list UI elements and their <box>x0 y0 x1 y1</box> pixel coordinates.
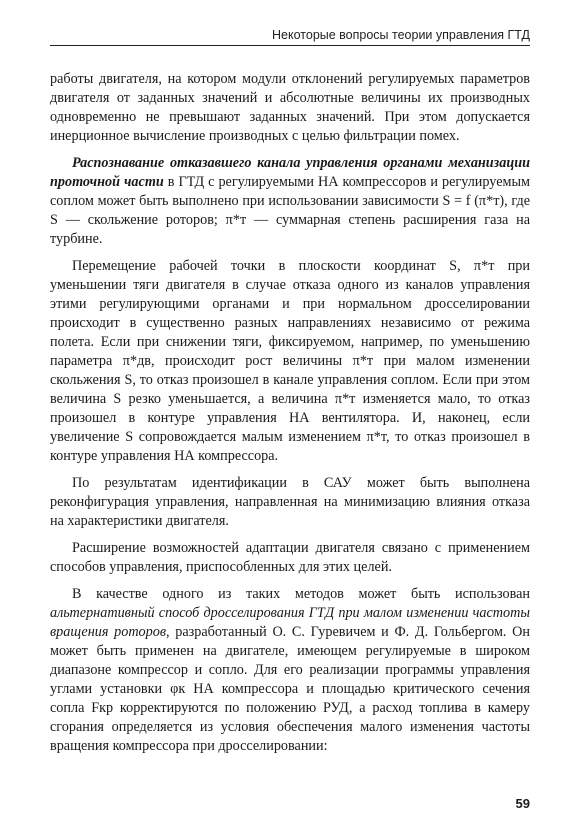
paragraph-2-text: в ГТД с регулируемыми НА компрессоров и регулируемым соплом может быть выполнено при использовании зависимости S = f (π*т), где S — скольжение роторов; π*т — суммарная степень расширения газа на турбине. <box>50 174 530 247</box>
paragraph-1: работы двигателя, на котором модули отклонений регулируемых параметров двигателя от заданных значений и абсолютные величины их производных одновременно не превышают заданных значений. При этом допускается инерционное вычисление производных с целью фильтрации помех. <box>50 71 530 144</box>
running-header <box>50 28 530 46</box>
paragraph-5: Расширение возможностей адаптации двигателя связано с применением способов управления, приспособленных для этих целей. <box>50 540 530 575</box>
paragraph-6-start: В качестве одного из таких методов может быть использован <box>72 586 530 602</box>
paragraph-4: По результатам идентификации в САУ может быть выполнена реконфигурация управления, направленная на минимизацию влияния отказа на характеристики двигателя. <box>50 475 530 529</box>
method-name: альтернативный способ дросселирования ГТД при малом изменении частоты вращения роторов <box>50 605 530 640</box>
section-heading: Распознавание отказавшего канала управления органами механизации проточной части <box>50 155 530 190</box>
page-body <box>50 70 530 764</box>
paragraph-6 <box>50 585 530 756</box>
paragraph-2 <box>50 154 530 249</box>
paragraph-6-rest: , разработанный О. С. Гуревичем и Ф. Д. Гольбергом. Он может быть применен на двигателе, имеющем регулируемые в широком диапазоне компрессор и сопло. Для его реализации программы управления углами установки φк НА компрессора и площадью критического сечения сопла Fкр корректируются по положению РУД, а расход топлива в камеру сгорания определяется из условия обеспечения малого изменения частоты вращения компрессора при дросселировании: <box>50 624 531 754</box>
page-number: 59 <box>515 796 530 811</box>
paragraph-3: Перемещение рабочей точки в плоскости координат S, π*т при уменьшении тяги двигателя в случае отказа одного из каналов управления этими регулирующими органами и при нормальном дросселировании происходит в существенно разных направлениях независимо от режима полета. Если при снижении тяги, фиксируемом, например, по уменьшению параметра π*дв, происходит рост величины π*т при малом изменении скольжения S, то отказ произошел в канале управления соплом. Если при этом величина S резко уменьшается, а величина π*т изменяется мало, то отказ произошел в контуре управления НА вентилятора. И, наконец, если увеличение S сопровождается малым изменением π*т, то отказ произошел в контуре управления НА компрессора. <box>50 258 530 464</box>
running-title: Некоторые вопросы теории управления ГТД <box>272 28 530 42</box>
